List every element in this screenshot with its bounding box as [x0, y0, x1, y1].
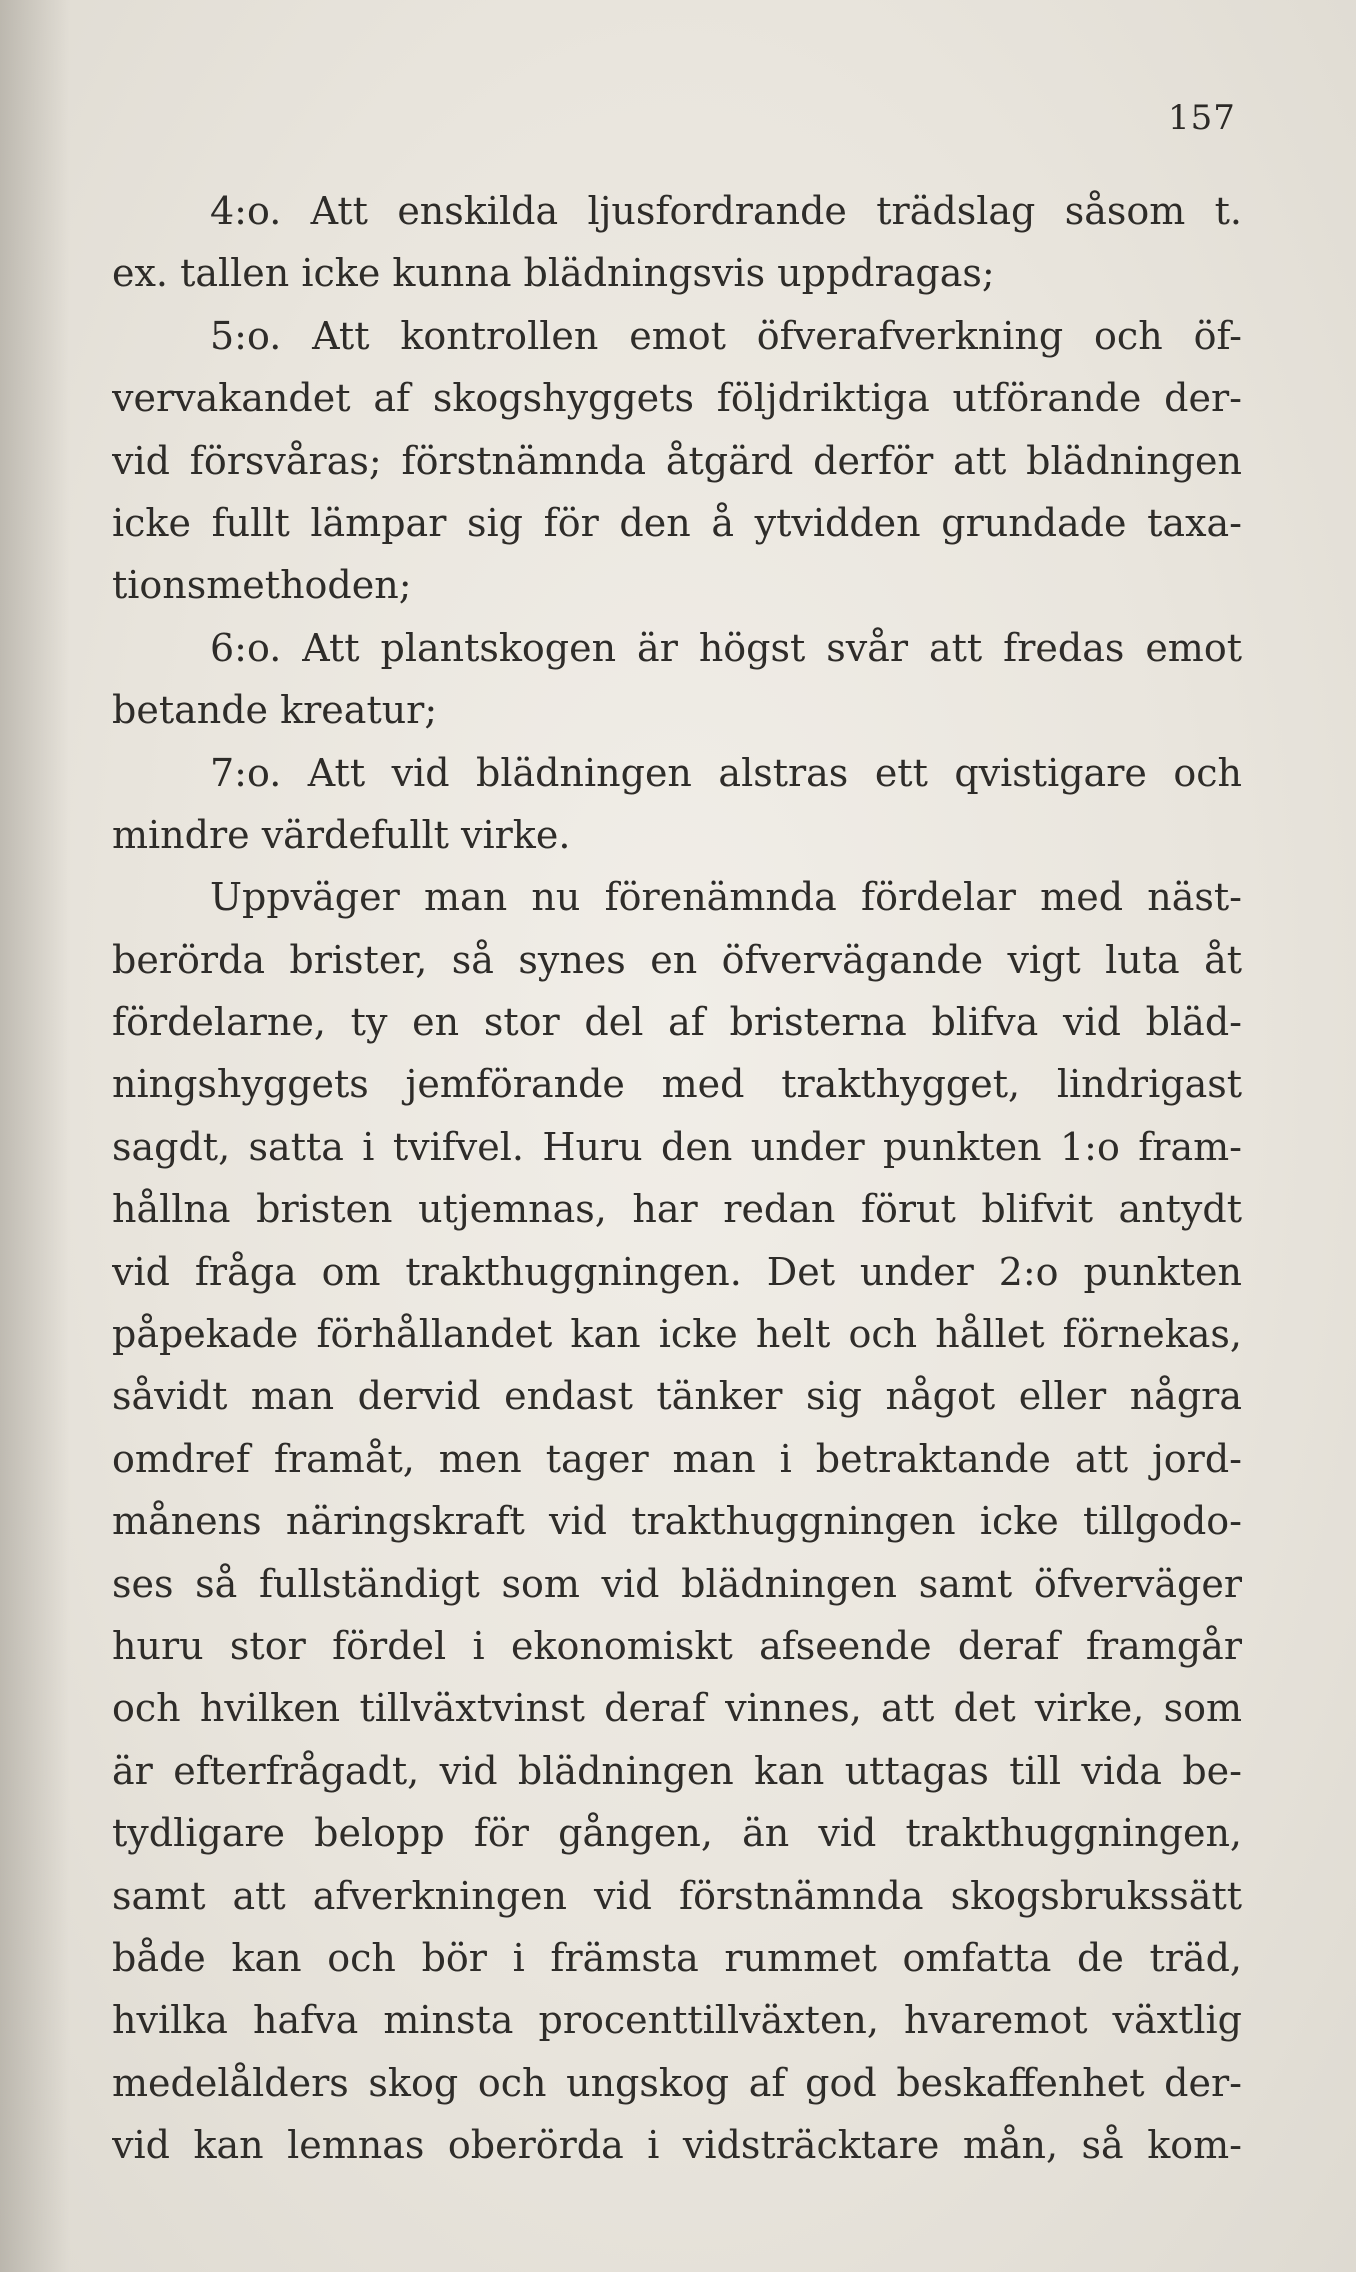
body-text — [112, 180, 1242, 2177]
text-line: berörda brister, så synes en öfvervägande vigt luta åt — [112, 937, 1242, 982]
text-line: tydligare belopp för gången, än vid trakthuggningen, — [112, 1811, 1242, 1856]
gutter-shadow — [0, 0, 70, 2272]
text-line: omdref framåt, men tager man i betraktande att jord- — [112, 1436, 1242, 1481]
text-line: påpekade förhållandet kan icke helt och hållet förnekas, — [112, 1312, 1242, 1357]
text-line: hvilka hafva minsta procenttillväxten, hvaremot växtlig — [112, 1998, 1242, 2043]
text-line: månens näringskraft vid trakthuggningen icke tillgodo- — [112, 1499, 1242, 1544]
text-line: 6:o. Att plantskogen är högst svår att fredas emot — [210, 625, 1242, 670]
text-line: 5:o. Att kontrollen emot öfverafverkning och öf- — [210, 313, 1242, 358]
text-line: vid kan lemnas oberörda i vidsträcktare mån, så kom- — [112, 2123, 1242, 2168]
text-line: såvidt man dervid endast tänker sig något eller några — [112, 1374, 1242, 1419]
text-line: är efterfrågadt, vid blädningen kan uttagas till vida be- — [112, 1748, 1242, 1793]
text-line: och hvilken tillväxtvinst deraf vinnes, att det virke, som — [112, 1686, 1242, 1731]
text-line: både kan och bör i främsta rummet omfatta de träd, — [112, 1935, 1242, 1980]
text-line: sagdt, satta i tvifvel. Huru den under punkten 1:o fram- — [112, 1124, 1242, 1169]
text-line: 7:o. Att vid blädningen alstras ett qvistigare och — [210, 750, 1242, 795]
text-line: huru stor fördel i ekonomiskt afseende deraf framgår — [112, 1623, 1242, 1668]
text-line: medelålders skog och ungskog af god beskaffenhet der- — [112, 2060, 1242, 2105]
text-line: betande kreatur; — [112, 688, 438, 733]
text-line: vid fråga om trakthuggningen. Det under 2:o punkten — [112, 1249, 1242, 1294]
text-line: Uppväger man nu förenämnda fördelar med näst- — [210, 875, 1242, 920]
text-line: ses så fullständigt som vid blädningen samt öfverväger — [112, 1561, 1242, 1606]
text-line: 4:o. Att enskilda ljusfordrande trädslag såsom t. — [210, 189, 1242, 233]
text-line: vid försvåras; förstnämnda åtgärd derför att blädningen — [112, 438, 1242, 483]
text-line: samt att afverkningen vid förstnämnda skogsbrukssätt — [112, 1873, 1242, 1918]
text-line: mindre värdefullt virke. — [112, 812, 571, 857]
text-line: tionsmethoden; — [112, 563, 412, 608]
page-number: 157 — [1168, 98, 1236, 138]
text-line: fördelarne, ty en stor del af bristerna blifva vid bläd- — [112, 1000, 1242, 1045]
text-line: icke fullt lämpar sig för den å ytvidden grundade taxa- — [112, 500, 1242, 545]
text-line: vervakandet af skogshyggets följdriktiga utförande der- — [112, 376, 1242, 421]
text-line: ningshyggets jemförande med trakthygget, lindrigast — [112, 1062, 1242, 1107]
text-line: hållna bristen utjemnas, har redan förut blifvit antydt — [112, 1187, 1242, 1232]
text-line: ex. tallen icke kunna blädningsvis uppdragas; — [112, 251, 995, 296]
